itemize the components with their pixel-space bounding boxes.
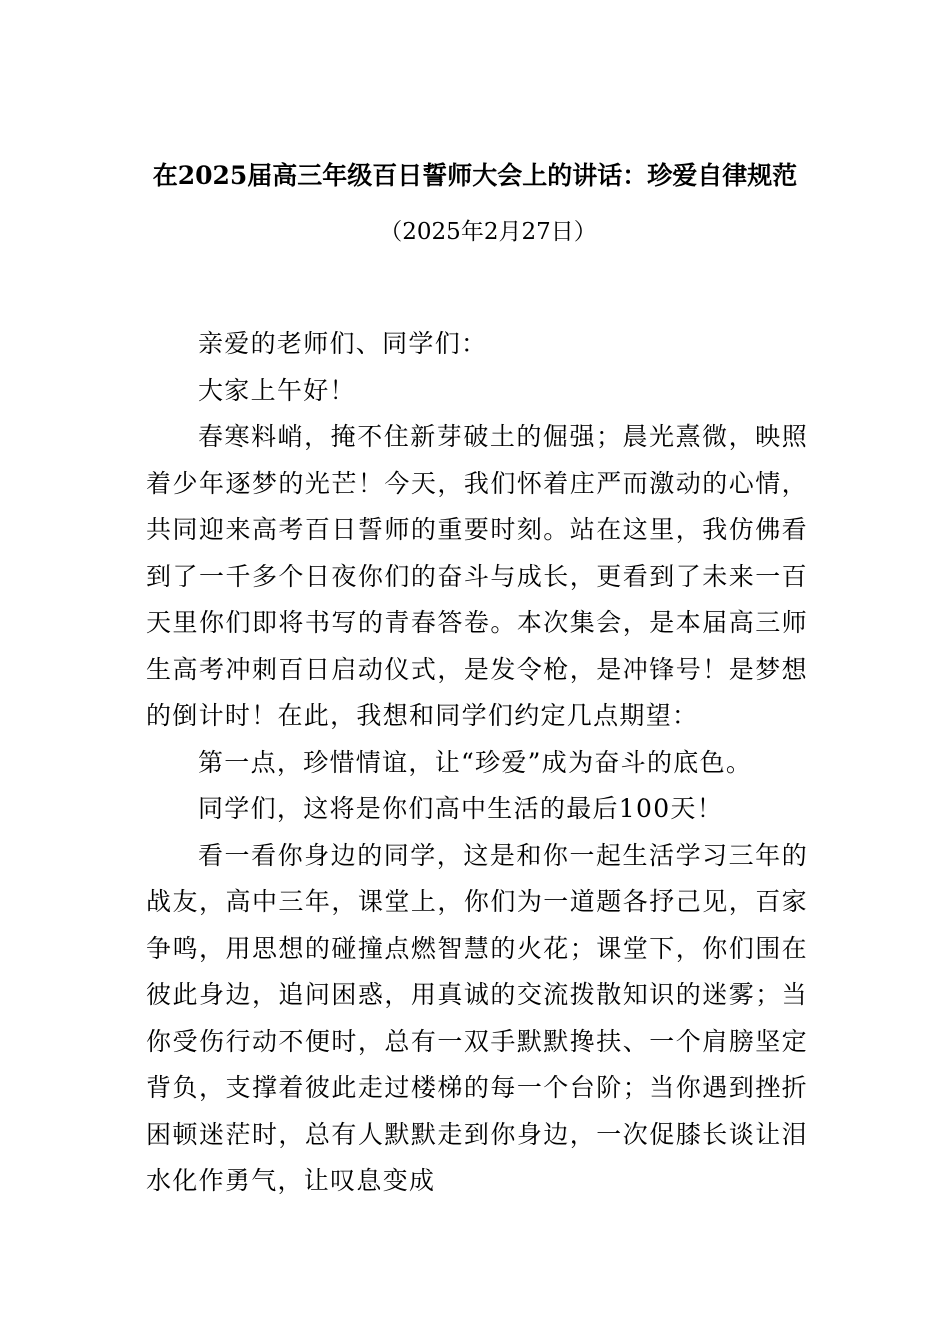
body-paragraph: 同学们，这将是你们高中生活的最后100天！ xyxy=(198,794,724,823)
greeting: 大家上午好！ xyxy=(198,375,356,405)
body-paragraph: 春寒料峭，掩不住新芽破土的倔强；晨光熹微，映照着少年逐梦的光芒！今天，我们怀着庄严而激动的心情，共同迎来高考百日誓师的重要时刻。站在这里，我仿佛看到了一千多个日夜你们的奋斗与成长，更看到了未来一百天里你们即将书写的青春答卷。本次集会，是本届高三师生高考冲刺百日启动仪式，是发令枪，是冲锋号！是梦想的倒计时！在此，我想和同学们约定几点期望： xyxy=(146,422,808,730)
document-title: 在2025届高三年级百日誓师大会上的讲话：珍爱自律规范 xyxy=(152,161,798,190)
salutation: 亲爱的老师们、同学们： xyxy=(198,329,488,358)
document-body xyxy=(146,321,808,1205)
body-paragraph: 看一看你身边的同学，这是和你一起生活学习三年的战友，高中三年，课堂上，你们为一道题各抒己见，百家争鸣，用思想的碰撞点燃智慧的火花；课堂下，你们围在彼此身边，追问困惑，用真诚的交流拨散知识的迷雾；当你受伤行动不便时，总有一双手默默搀扶、一个肩膀坚定背负，支撑着彼此走过楼梯的每一个台阶；当你遇到挫折困顿迷茫时，总有人默默走到你身边，一次促膝长谈让泪水化作勇气，让叹息变成 xyxy=(146,840,808,1195)
section-heading: 第一点，珍惜情谊，让“珍爱”成为奋斗的底色。 xyxy=(198,747,753,777)
speech-date: （2025年2月27日） xyxy=(379,219,597,245)
